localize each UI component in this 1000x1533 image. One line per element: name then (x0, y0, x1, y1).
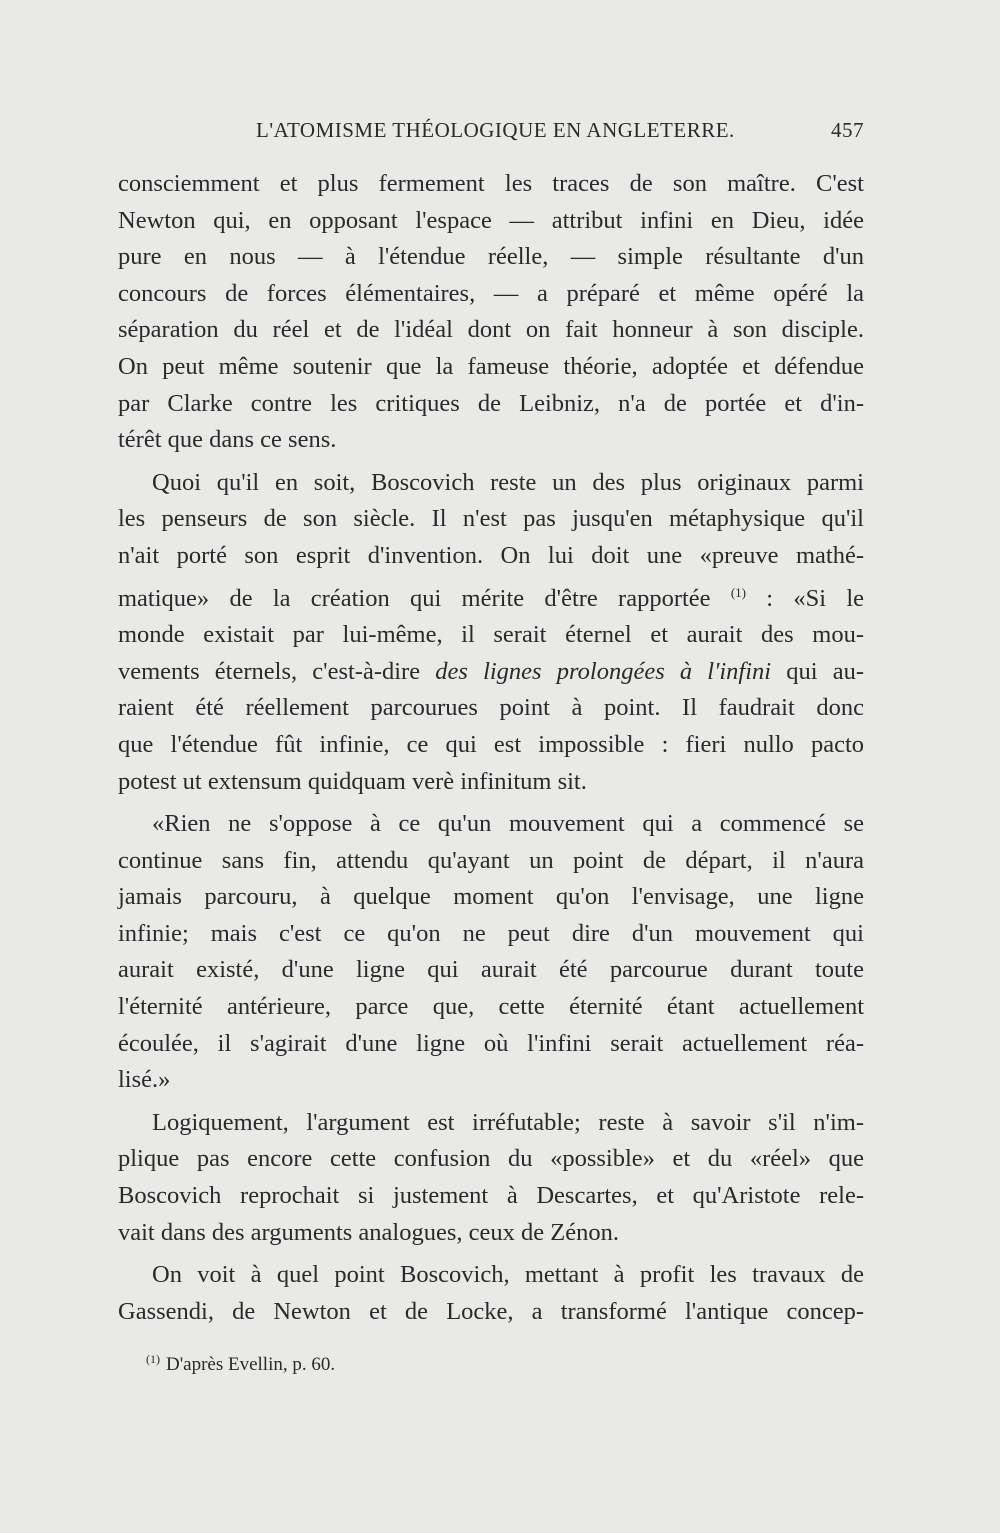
text-line: On voit à quel point Boscovich, mettant à profit les travaux de (152, 1261, 864, 1289)
text-line: potest ut extensum quidquam verè infinitum sit. (118, 767, 587, 795)
footnote (146, 1352, 335, 1376)
text-line: lisé.» (118, 1066, 171, 1094)
text-fragment: vements éternels, c'est-à-dire (118, 657, 421, 685)
text-line: jamais parcouru, à quelque moment qu'on l'envisage, une ligne (118, 883, 864, 911)
text-line-with-ref (118, 575, 864, 618)
running-header (118, 118, 864, 148)
footnote-text: D'après Evellin, p. 60. (166, 1354, 336, 1375)
footnote-marker: (1) (146, 1352, 160, 1366)
text-fragment: : «Si le (766, 584, 865, 612)
text-line: «Rien ne s'oppose à ce qu'un mouvement qui a commencé se (152, 810, 864, 838)
running-title: L'ATOMISME THÉOLOGIQUE EN ANGLETERRE. (256, 118, 735, 142)
text-line: l'éternité antérieure, parce que, cette éternité étant actuellement (118, 993, 864, 1021)
text-fragment: matique» de la création qui mérite d'être rapportée (118, 584, 711, 612)
text-line: Boscovich reprochait si justement à Descartes, et qu'Aristote rele- (118, 1182, 864, 1210)
text-line: n'ait porté son esprit d'invention. On lui doit une «preuve mathé- (118, 541, 864, 569)
text-line: les penseurs de son siècle. Il n'est pas jusqu'en métaphysique qu'il (118, 505, 864, 533)
text-line: On peut même soutenir que la fameuse théorie, adoptée et défendue (118, 352, 864, 380)
paragraph-2 (118, 465, 864, 800)
paragraph-5 (118, 1257, 864, 1330)
text-line: séparation du réel et de l'idéal dont on fait honneur à son disciple. (118, 316, 864, 344)
text-line: monde existait par lui-même, il serait éternel et aurait des mou- (118, 621, 864, 649)
text-line: Gassendi, de Newton et de Locke, a transformé l'antique concep- (118, 1297, 864, 1325)
paragraph-1 (118, 166, 864, 459)
page-number: 457 (831, 118, 864, 142)
text-line: infinie; mais c'est ce qu'on ne peut dire d'un mouvement qui (118, 919, 864, 947)
text-line: concours de forces élémentaires, — a préparé et même opéré la (118, 279, 864, 307)
italic-phrase: des lignes prolongées à l'infini (435, 657, 772, 685)
footnote-ref-marker: (1) (730, 584, 747, 600)
paragraph-4 (118, 1105, 864, 1251)
text-line: vait dans des arguments analogues, ceux de Zénon. (118, 1218, 619, 1246)
text-line: continue sans fin, attendu qu'ayant un point de départ, il n'aura (118, 846, 864, 874)
text-line: raient été réellement parcourues point à point. Il faudrait donc (118, 694, 864, 722)
text-line: pure en nous — à l'étendue réelle, — simple résultante d'un (118, 243, 864, 271)
text-fragment: qui au- (786, 657, 865, 685)
paragraph-3 (118, 806, 864, 1099)
text-line: par Clarke contre les critiques de Leibniz, n'a de portée et d'in- (118, 389, 864, 417)
text-line: Newton qui, en opposant l'espace — attribut infini en Dieu, idée (118, 206, 864, 234)
text-line: Quoi qu'il en soit, Boscovich reste un des plus originaux parmi (152, 468, 864, 496)
body-text (118, 166, 864, 1330)
text-line: plique pas encore cette confusion du «possible» et du «réel» que (118, 1145, 864, 1173)
text-line-with-italic (118, 654, 864, 691)
text-line: écoulée, il s'agirait d'une ligne où l'infini serait actuellement réa- (118, 1029, 864, 1057)
text-line: Logiquement, l'argument est irréfutable; reste à savoir s'il n'im- (152, 1108, 864, 1136)
text-line: consciemment et plus fermement les traces de son maître. C'est (118, 170, 864, 197)
text-line: aurait existé, d'une ligne qui aurait été parcourue durant toute (118, 956, 864, 984)
text-line: térêt que dans ce sens. (118, 426, 337, 454)
text-line: que l'étendue fût infinie, ce qui est impossible : fieri nullo pacto (118, 730, 864, 758)
